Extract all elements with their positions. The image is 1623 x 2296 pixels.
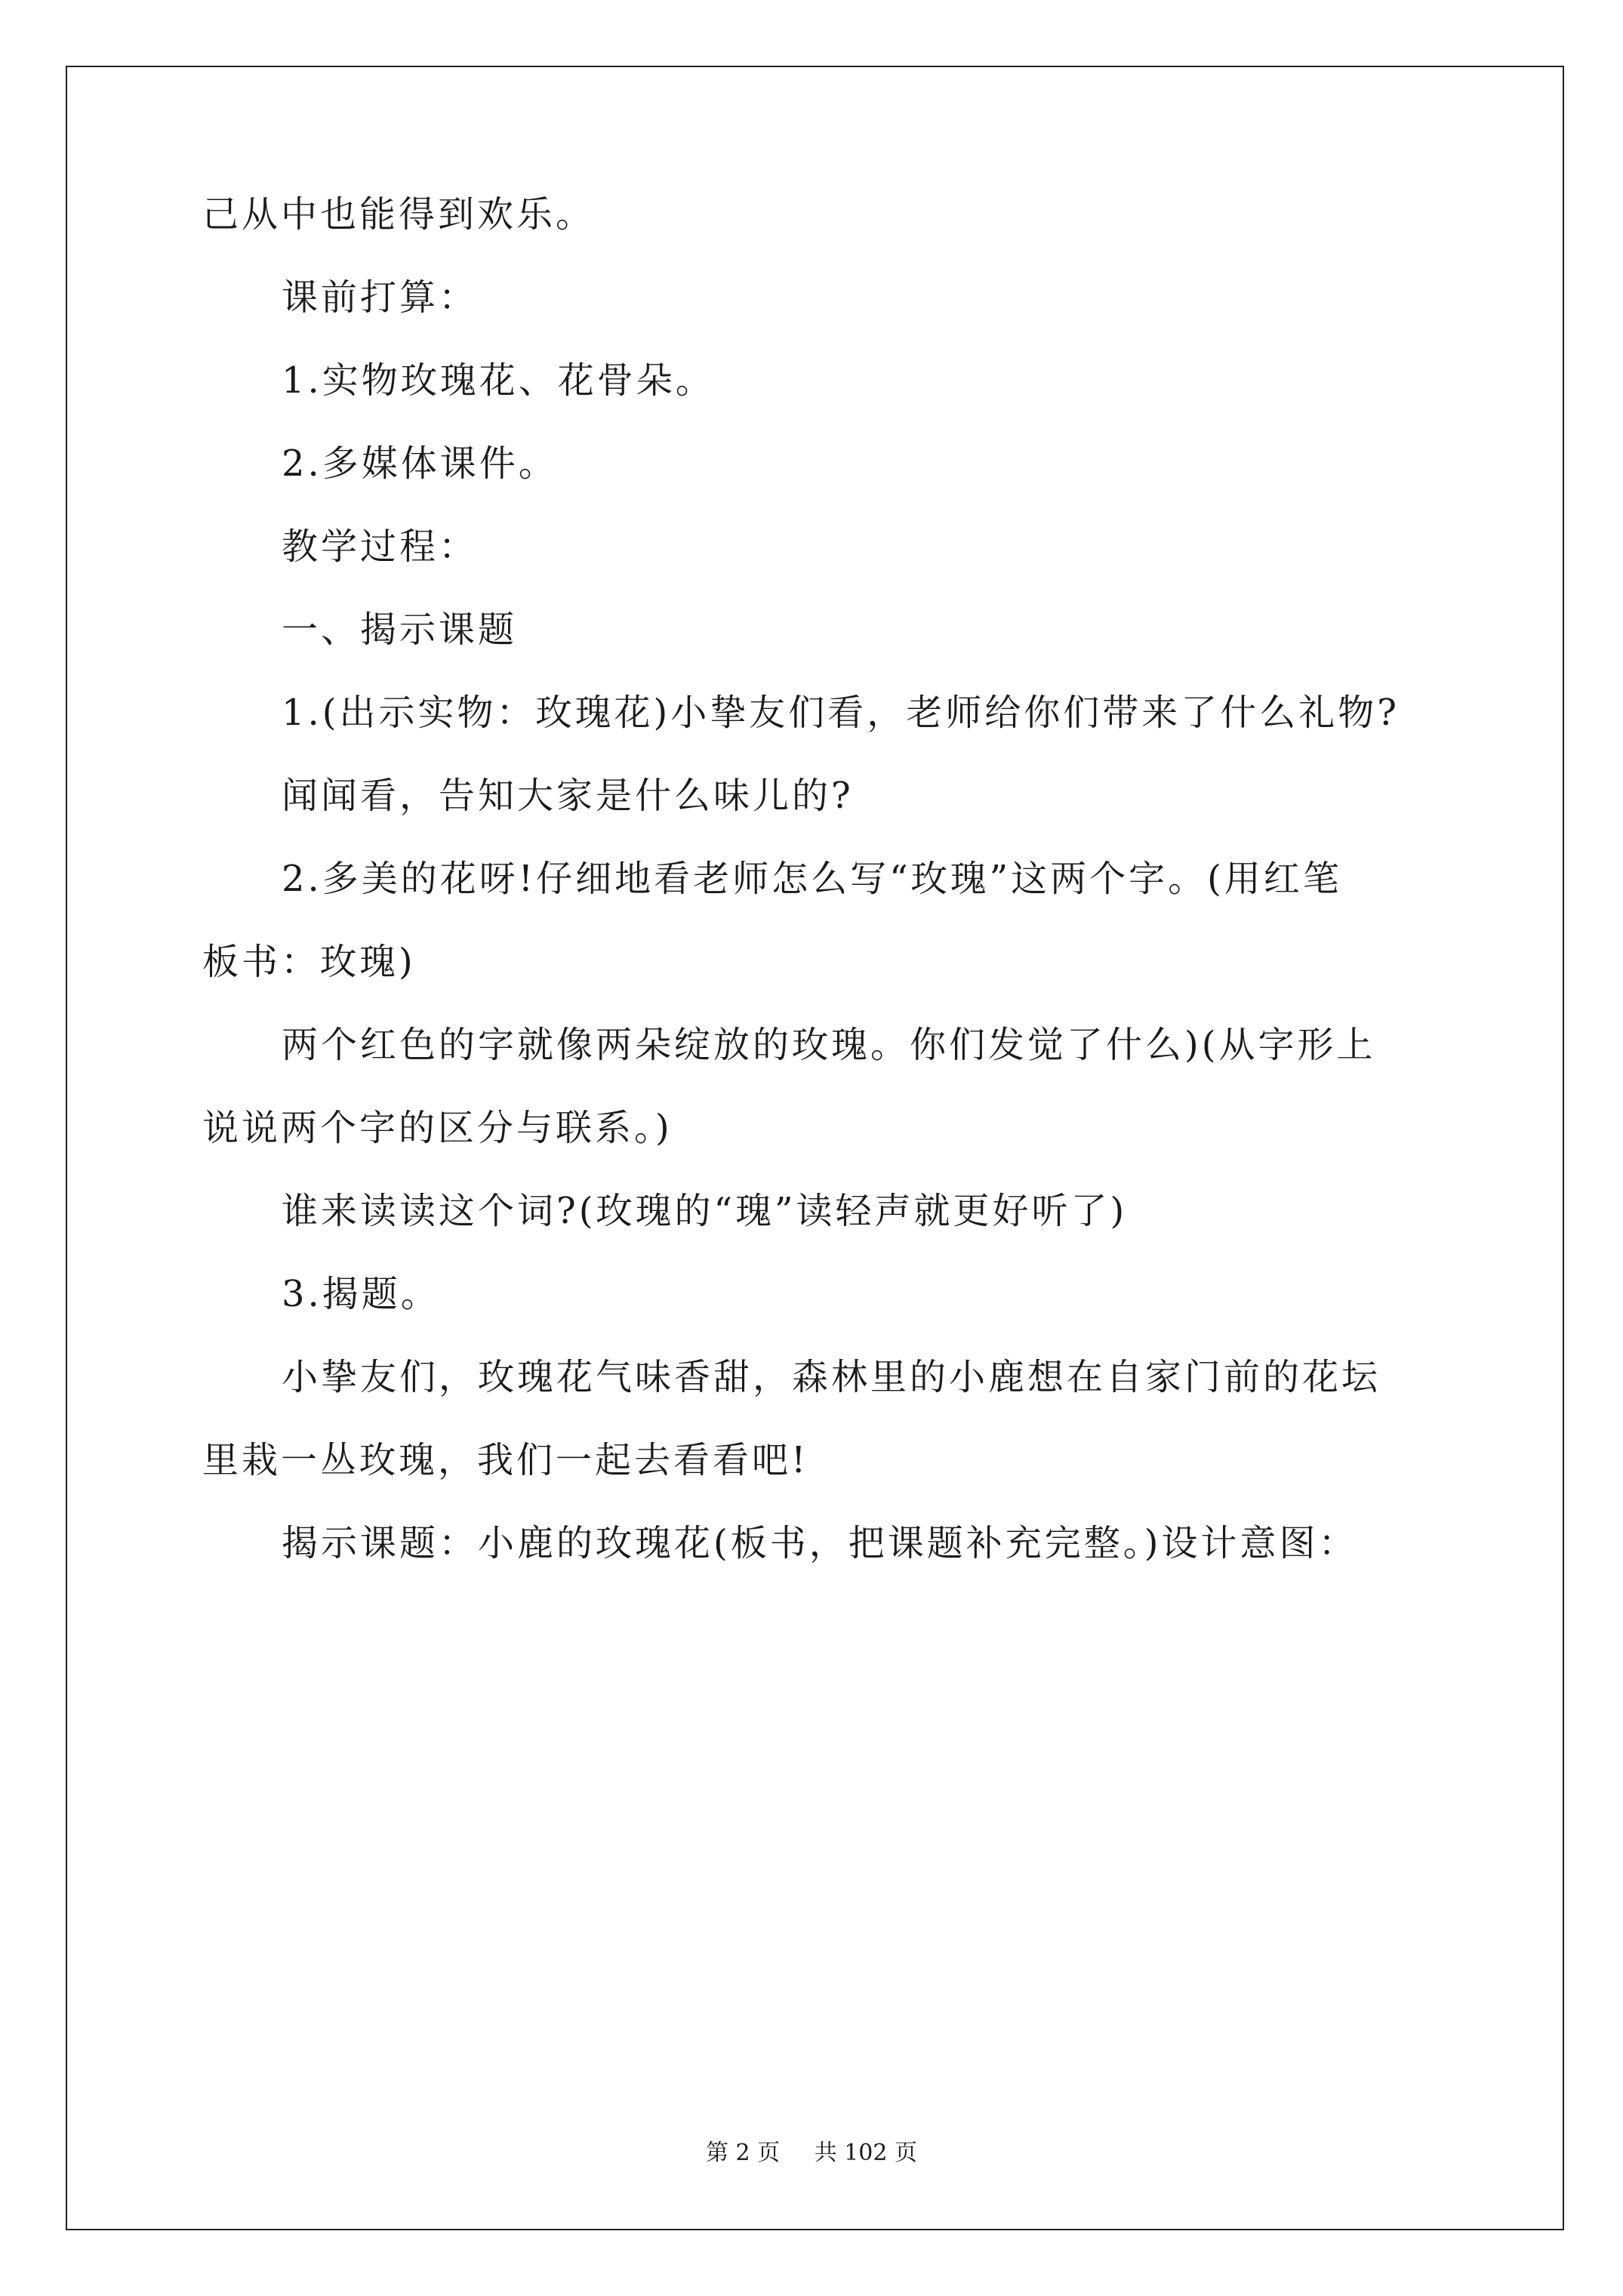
page-footer (0, 2134, 1623, 2167)
text-line: 揭示课题：小鹿的玫瑰花(板书，把课题补充完整。)设计意图： (282, 1522, 1358, 1564)
page-number: 第 2 页 (705, 2140, 781, 2166)
text-line: 3.揭题。 (282, 1273, 440, 1315)
text-line: 里栽一丛玫瑰，我们一起去看看吧! (202, 1439, 809, 1481)
text-line: 闻闻看，告知大家是什么味儿的? (282, 775, 854, 817)
text-line: 小挚友们，玫瑰花气味香甜，森林里的小鹿想在自家门前的花坛 (282, 1356, 1381, 1398)
text-line: 两个红色的字就像两朵绽放的玫瑰。你们发觉了什么)(从字形上 (282, 1024, 1376, 1066)
text-line: 2.多媒体课件。 (282, 442, 558, 485)
text-line: 课前打算： (282, 276, 479, 319)
document-body (202, 193, 1433, 1604)
section-heading: 一、揭示课题 (282, 609, 518, 651)
text-line: 教学过程： (282, 525, 479, 568)
text-line: 1.(出示实物：玫瑰花)小挚友们看，老师给你们带来了什么礼物? (282, 692, 1400, 734)
text-line: 1.实物玫瑰花、花骨朵。 (282, 359, 715, 402)
text-line: 说说两个字的区分与联系。) (202, 1107, 673, 1149)
page-total: 共 102 页 (814, 2140, 918, 2166)
text-line: 2.多美的花呀!仔细地看老师怎么写“玫瑰”这两个字。(用红笔 (282, 858, 1342, 900)
text-line: 谁来读读这个词?(玫瑰的“瑰”读轻声就更好听了) (282, 1190, 1128, 1232)
text-line: 己从中也能得到欢乐。 (202, 193, 596, 236)
text-line: 板书：玫瑰) (202, 941, 416, 983)
